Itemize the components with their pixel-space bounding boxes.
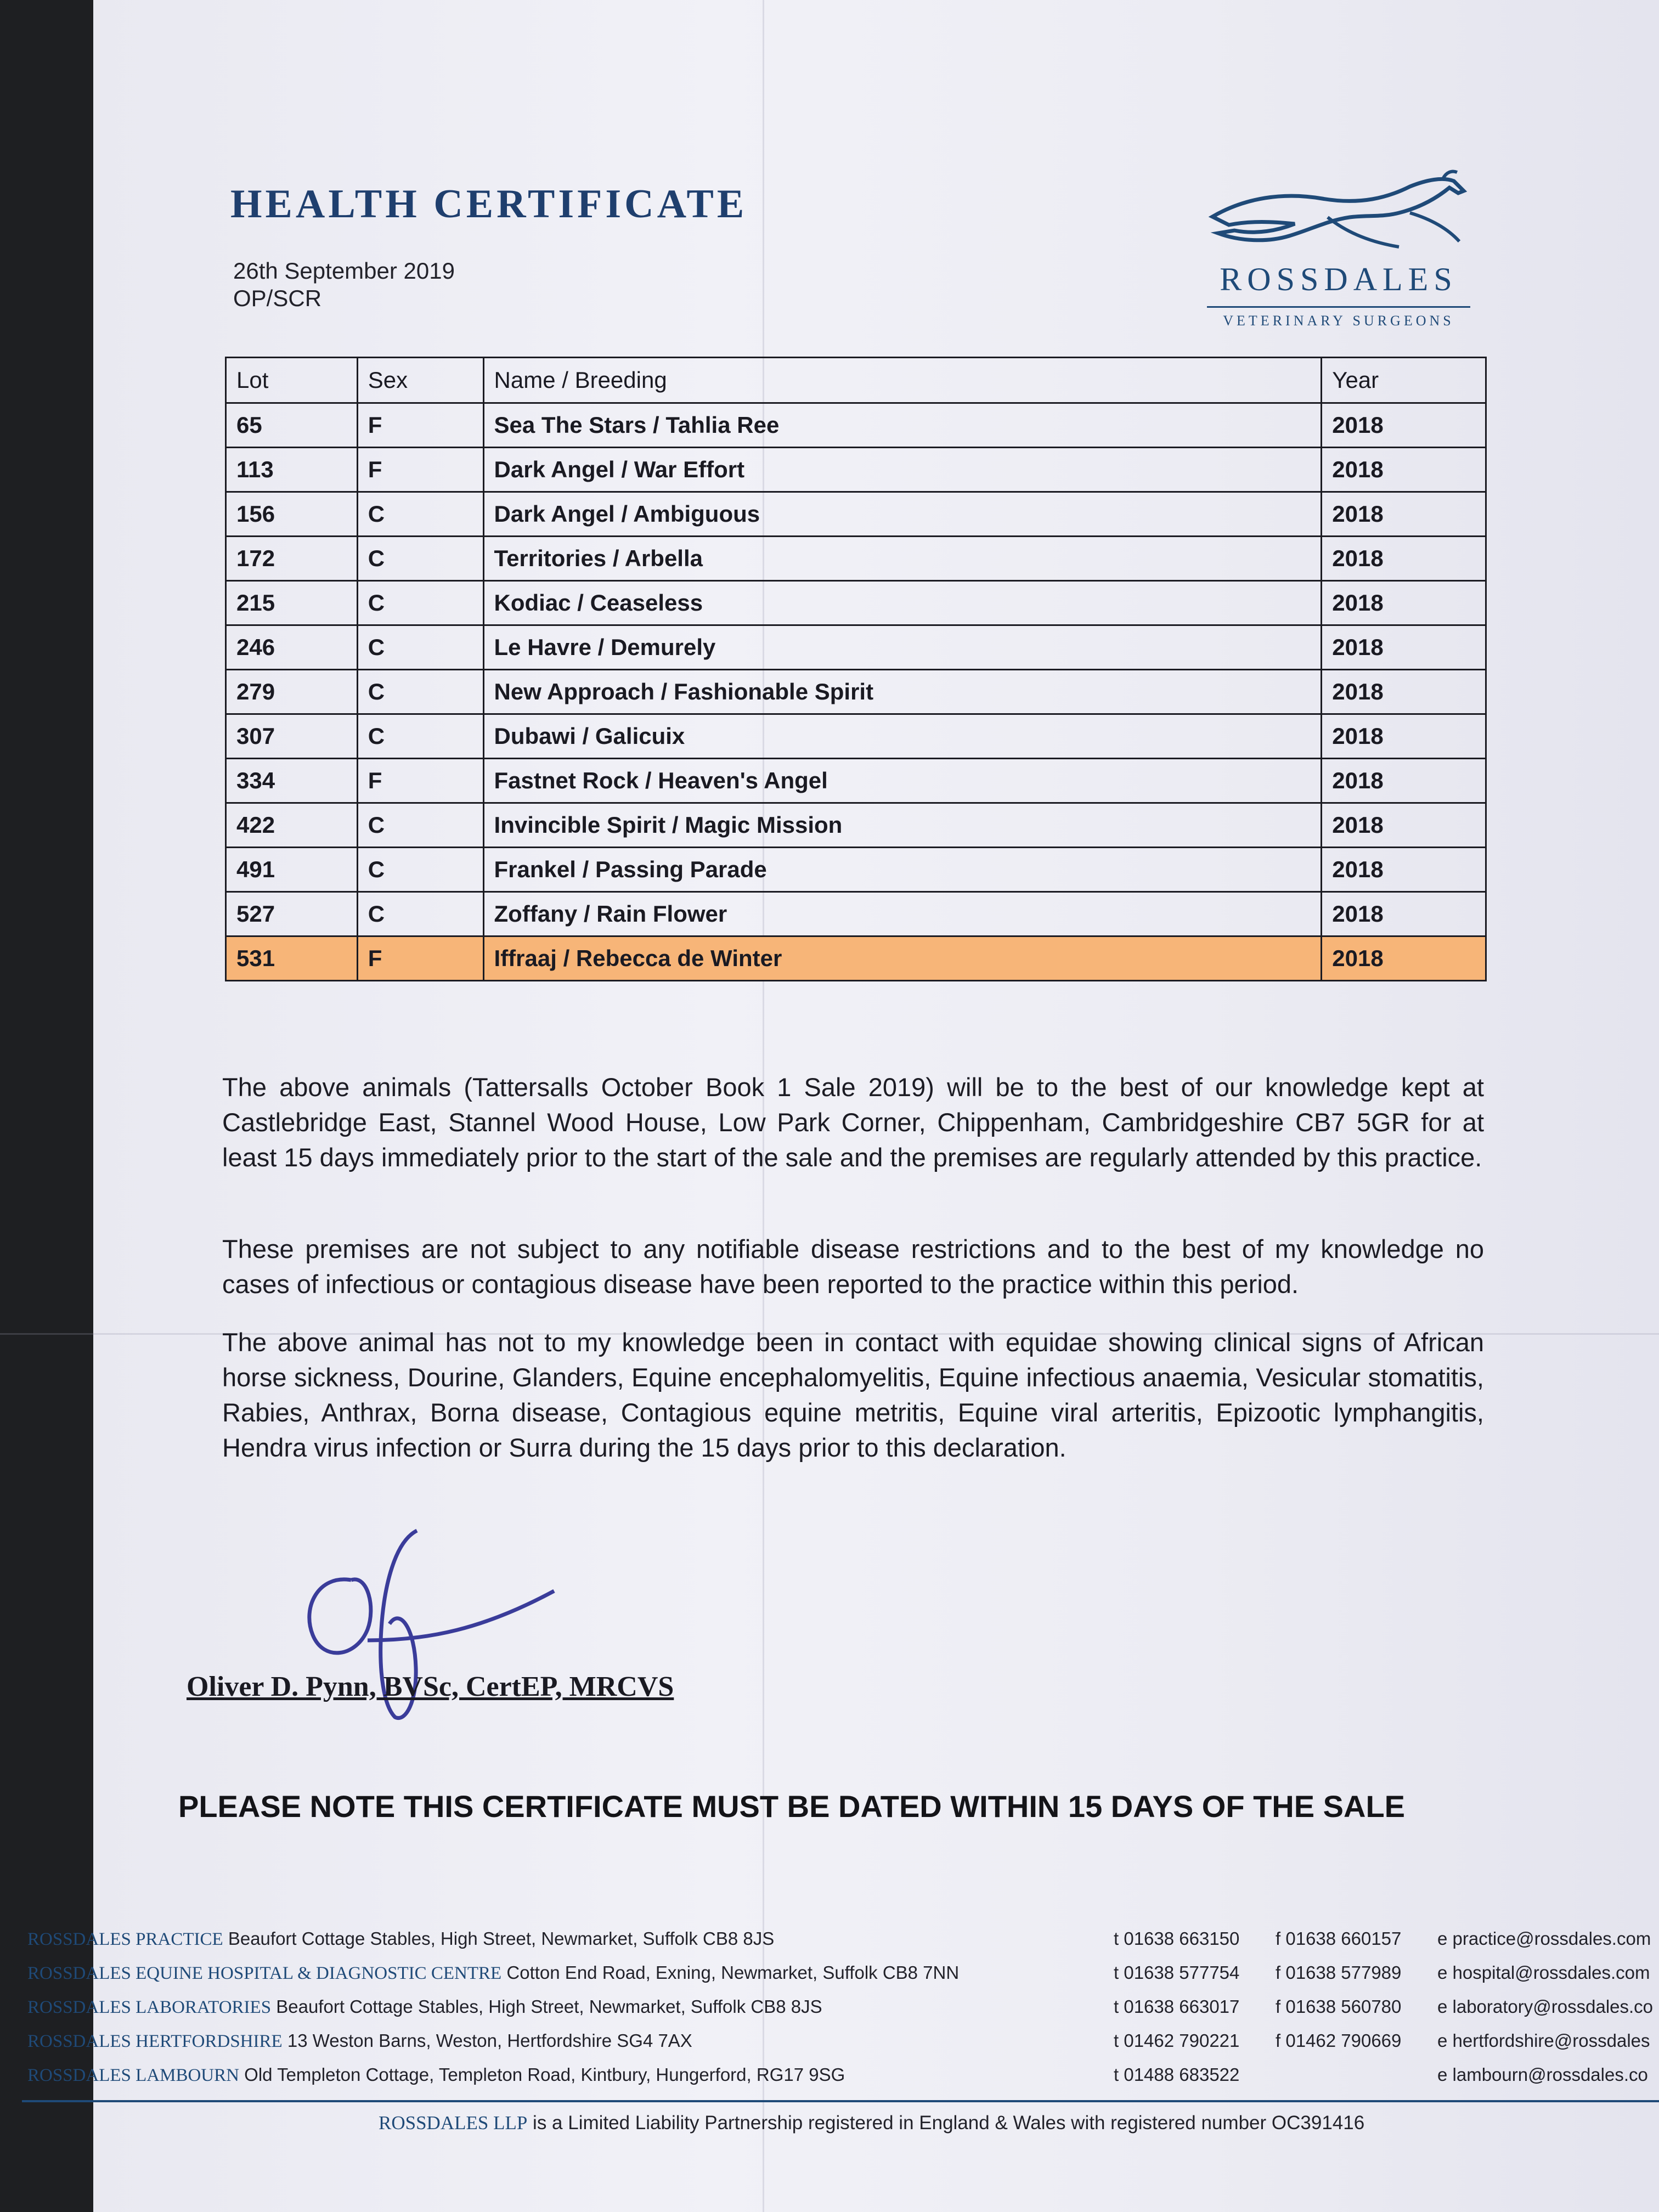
galloping-horse-icon: [1201, 165, 1476, 258]
llp-text: is a Limited Liability Partnership registered in England & Wales with registered number OC391416: [533, 2112, 1365, 2134]
cell-year: 2018: [1322, 714, 1486, 759]
footer-offices: [27, 1928, 1659, 2098]
office-name: ROSSDALES EQUINE HOSPITAL & DIAGNOSTIC CENTRE: [27, 1963, 502, 1983]
cell-name: Le Havre / Demurely: [483, 625, 1322, 670]
cell-sex: F: [357, 448, 483, 492]
office-address: Old Templeton Cottage, Templeton Road, Kintbury, Hungerford, RG17 9SG: [244, 2064, 845, 2085]
cell-year: 2018: [1322, 448, 1486, 492]
cell-name: New Approach / Fashionable Spirit: [483, 670, 1322, 714]
cell-name: Invincible Spirit / Magic Mission: [483, 803, 1322, 848]
document-reference: OP/SCR: [233, 285, 322, 311]
cell-lot: 215: [226, 581, 358, 625]
llp-registration: [379, 2112, 1364, 2134]
cell-lot: 334: [226, 759, 358, 803]
office-email: e hospital@rossdales.com: [1437, 1962, 1650, 1983]
office-name: ROSSDALES PRACTICE: [27, 1929, 223, 1949]
cell-year: 2018: [1322, 492, 1486, 537]
cell-lot: 527: [226, 892, 358, 936]
table-row: [226, 803, 1486, 848]
column-header-year: Year: [1322, 358, 1486, 403]
cell-sex: F: [357, 403, 483, 448]
office-phone: t 01462 790221: [1114, 2030, 1240, 2051]
rossdales-logo: [1201, 165, 1476, 340]
cell-year: 2018: [1322, 892, 1486, 936]
table-row: [226, 670, 1486, 714]
office-email: e practice@rossdales.com: [1437, 1928, 1651, 1949]
paragraph-premises: The above animals (Tattersalls October Book 1 Sale 2019) will be to the best of our knowledge kept at Castlebridge East, Stannel Wood House, Low Park Corner, Chippenham, Cambridgeshire CB7 5GR for at least 15 days immediately prior to the start of the sale and the premises are regularly attended by this practice.: [222, 1073, 1484, 1172]
office-address: Beaufort Cottage Stables, High Street, Newmarket, Suffolk CB8 8JS: [276, 1996, 822, 2017]
cell-year: 2018: [1322, 936, 1486, 981]
logo-divider: [1207, 306, 1470, 308]
cell-lot: 422: [226, 803, 358, 848]
office-fax: f 01462 790669: [1276, 2030, 1402, 2051]
table-row: [226, 448, 1486, 492]
cell-sex: C: [357, 537, 483, 581]
office-phone: t 01638 663150: [1114, 1928, 1240, 1949]
signer-name: Oliver D. Pynn, BVSc, CertEP, MRCVS: [187, 1671, 674, 1702]
cell-sex: C: [357, 625, 483, 670]
office-name: ROSSDALES HERTFORDSHIRE: [27, 2032, 283, 2051]
office-email: e laboratory@rossdales.co: [1437, 1996, 1654, 2017]
llp-org: ROSSDALES LLP: [379, 2112, 528, 2134]
footer-office-row: [27, 1928, 1659, 1962]
cell-lot: 246: [226, 625, 358, 670]
footer-office-row: [27, 2030, 1659, 2064]
footer-office-row: [27, 1996, 1659, 2030]
cell-lot: 531: [226, 936, 358, 981]
cell-sex: C: [357, 714, 483, 759]
cell-name: Kodiac / Ceaseless: [483, 581, 1322, 625]
dating-notice: PLEASE NOTE THIS CERTIFICATE MUST BE DATED WITHIN 15 DAYS OF THE SALE: [178, 1789, 1406, 1824]
cell-name: Dubawi / Galicuix: [483, 714, 1322, 759]
office-email: e hertfordshire@rossdales: [1437, 2030, 1650, 2051]
paragraph-restrictions: These premises are not subject to any notifiable disease restrictions and to the best of my knowledge no cases of infectious or contagious disease have been reported to the practice within this period.: [222, 1234, 1484, 1299]
office-fax: f 01638 560780: [1276, 1996, 1402, 2017]
cell-name: Zoffany / Rain Flower: [483, 892, 1322, 936]
table-row: [226, 403, 1486, 448]
office-name: ROSSDALES LABORATORIES: [27, 1997, 272, 2017]
cell-name: Frankel / Passing Parade: [483, 848, 1322, 892]
cell-lot: 113: [226, 448, 358, 492]
table-row: [226, 537, 1486, 581]
footer-office-row: [27, 1962, 1659, 1996]
cell-sex: C: [357, 581, 483, 625]
column-header-lot: Lot: [226, 358, 358, 403]
cell-name: Dark Angel / Ambiguous: [483, 492, 1322, 537]
table-row: [226, 848, 1486, 892]
cell-year: 2018: [1322, 581, 1486, 625]
office-phone: t 01638 577754: [1114, 1962, 1240, 1983]
cell-name: Dark Angel / War Effort: [483, 448, 1322, 492]
column-header-name: Name / Breeding: [483, 358, 1322, 403]
cell-sex: F: [357, 759, 483, 803]
cell-lot: 279: [226, 670, 358, 714]
document-date: 26th September 2019: [233, 258, 455, 284]
paragraph-contact-declaration: The above animal has not to my knowledge been in contact with equidae showing clinical signs of African horse sickness, Dourine, Glanders, Equine encephalomyelitis, Equine infectious anaemia, Vesicular stomatitis, Rabies, Anthrax, Borna disease, Contagious equine metritis, Equine viral arteritis, Epizootic lymphangitis, Hendra virus infection or Surra during the 15 days prior to this declaration.: [222, 1328, 1484, 1462]
cell-sex: C: [357, 803, 483, 848]
office-fax: f 01638 577989: [1276, 1962, 1402, 1983]
table-row-highlighted: [226, 936, 1486, 981]
cell-year: 2018: [1322, 803, 1486, 848]
table-row: [226, 892, 1486, 936]
horse-table: [225, 357, 1487, 981]
cell-sex: C: [357, 492, 483, 537]
table-header-row: [226, 358, 1486, 403]
table-row: [226, 714, 1486, 759]
office-phone: t 01488 683522: [1114, 2064, 1240, 2085]
table-row: [226, 759, 1486, 803]
cell-year: 2018: [1322, 848, 1486, 892]
cell-year: 2018: [1322, 625, 1486, 670]
document-title: HEALTH CERTIFICATE: [230, 182, 748, 227]
cell-name: Iffraaj / Rebecca de Winter: [483, 936, 1322, 981]
footer-office-row: [27, 2064, 1659, 2098]
cell-sex: C: [357, 892, 483, 936]
cell-sex: C: [357, 670, 483, 714]
table-row: [226, 625, 1486, 670]
cell-year: 2018: [1322, 759, 1486, 803]
cell-sex: C: [357, 848, 483, 892]
cell-name: Fastnet Rock / Heaven's Angel: [483, 759, 1322, 803]
cell-lot: 156: [226, 492, 358, 537]
column-header-sex: Sex: [357, 358, 483, 403]
office-address: Beaufort Cottage Stables, High Street, Newmarket, Suffolk CB8 8JS: [228, 1928, 775, 1949]
cell-name: Territories / Arbella: [483, 537, 1322, 581]
office-phone: t 01638 663017: [1114, 1996, 1240, 2017]
cell-year: 2018: [1322, 537, 1486, 581]
cell-lot: 307: [226, 714, 358, 759]
cell-year: 2018: [1322, 670, 1486, 714]
office-name: ROSSDALES LAMBOURN: [27, 2066, 239, 2085]
cell-year: 2018: [1322, 403, 1486, 448]
cell-lot: 65: [226, 403, 358, 448]
cell-sex: F: [357, 936, 483, 981]
office-address: 13 Weston Barns, Weston, Hertfordshire SG4 7AX: [287, 2030, 692, 2051]
footer-rule: [22, 2100, 1659, 2102]
office-address: Cotton End Road, Exning, Newmarket, Suffolk CB8 7NN: [506, 1962, 960, 1983]
cell-lot: 172: [226, 537, 358, 581]
office-fax: f 01638 660157: [1276, 1928, 1402, 1949]
office-email: e lambourn@rossdales.co: [1437, 2064, 1648, 2085]
logo-subtitle: VETERINARY SURGEONS: [1223, 313, 1454, 329]
logo-name: ROSSDALES: [1220, 261, 1458, 297]
table-row: [226, 581, 1486, 625]
cell-name: Sea The Stars / Tahlia Ree: [483, 403, 1322, 448]
table-row: [226, 492, 1486, 537]
cell-lot: 491: [226, 848, 358, 892]
